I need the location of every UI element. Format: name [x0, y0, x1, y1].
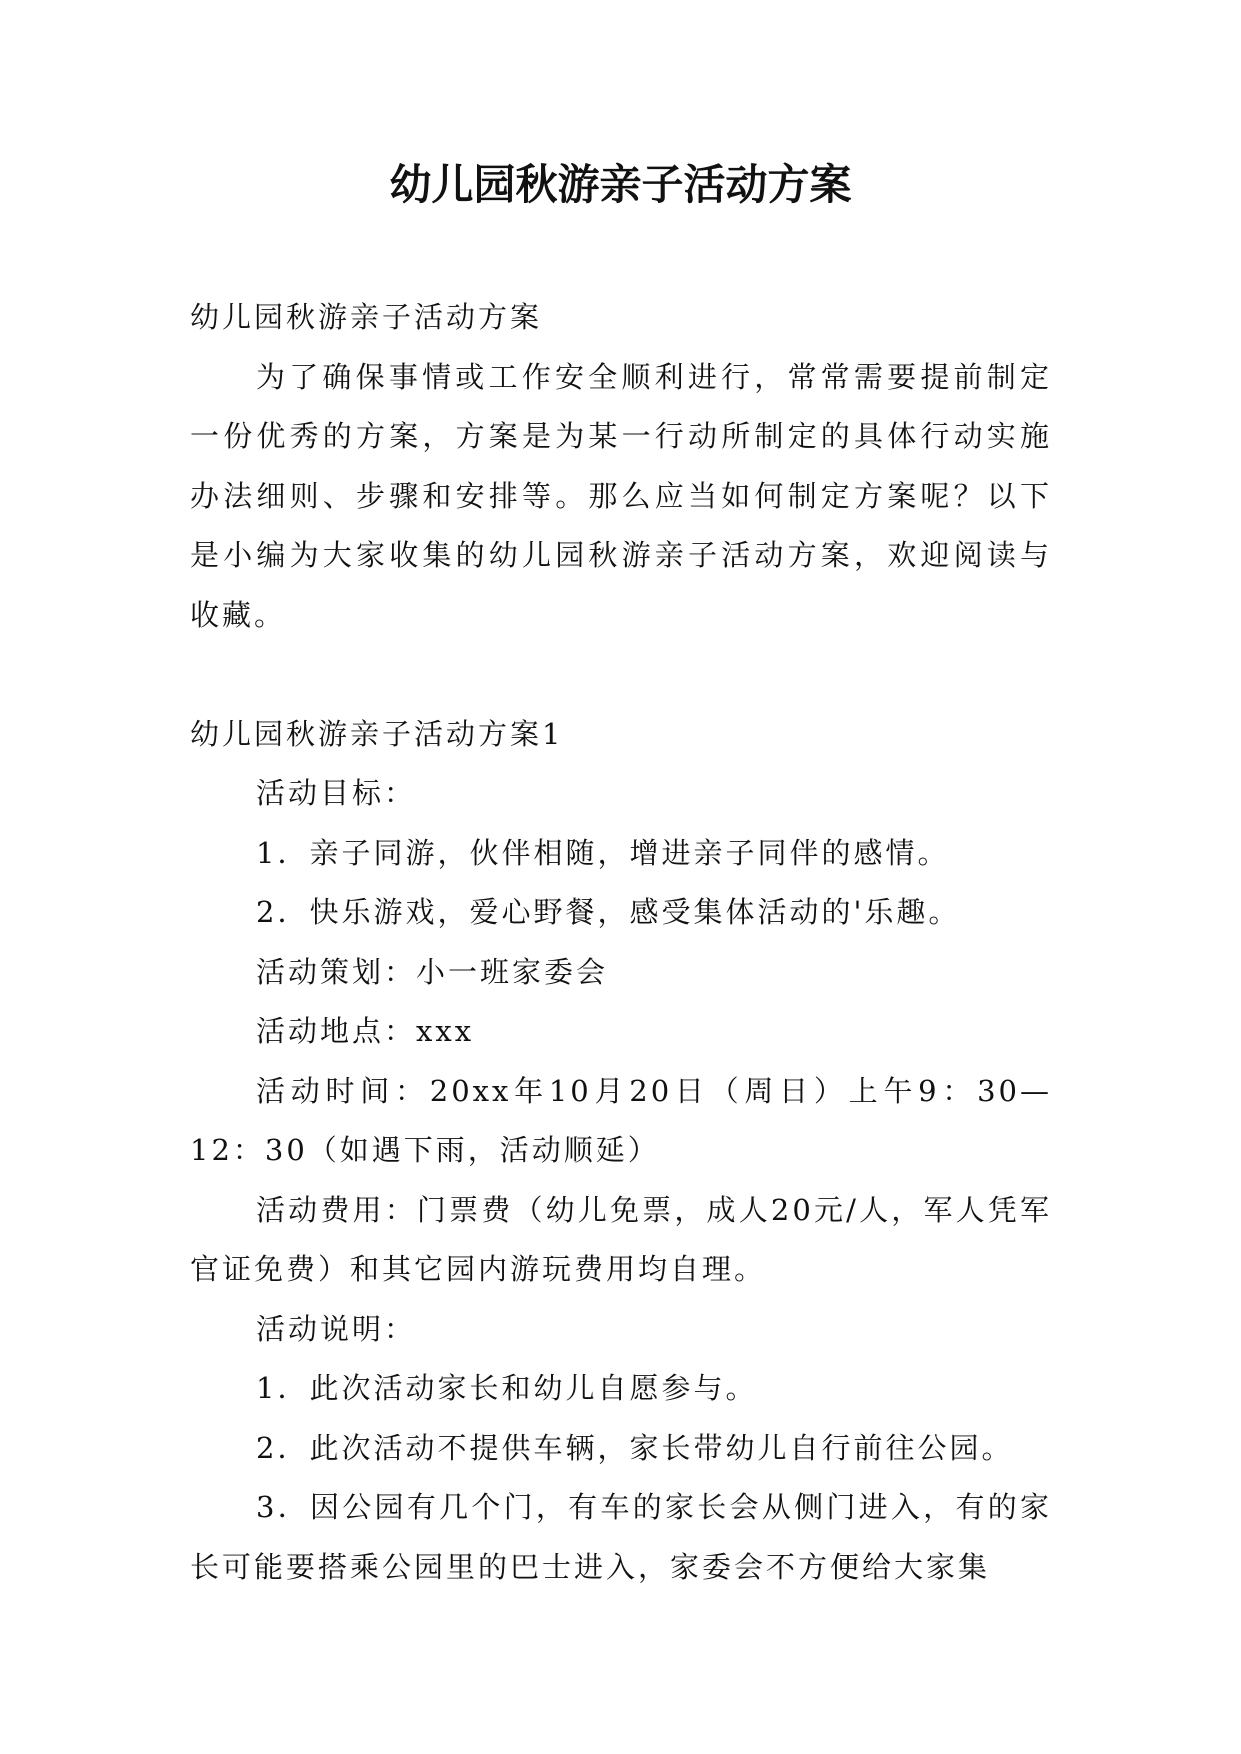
activity-goal-heading: 活动目标： — [256, 776, 417, 810]
paragraph-spacer — [190, 645, 1052, 705]
document-body — [190, 288, 1052, 1597]
activity-cost: 活动费用：门票费（幼儿免票，成人20元/人，军人凭军官证免费）和其它园内游玩费用均自理。 — [190, 1192, 1052, 1286]
notes-item-3: 3．因公园有几个门，有车的家长会从侧门进入，有的家长可能要搭乘公园里的巴士进入，家委会不方便给大家集 — [190, 1490, 1052, 1584]
document-subtitle: 幼儿园秋游亲子活动方案 — [190, 300, 543, 334]
goal-item-2: 2．快乐游戏，爱心野餐，感受集体活动的'乐趣。 — [256, 895, 961, 929]
intro-paragraph: 为了确保事情或工作安全顺利进行，常常需要提前制定一份优秀的方案，方案是为某一行动所制定的具体行动实施办法细则、步骤和安排等。那么应当如何制定方案呢？以下是小编为大家收集的幼儿园秋游亲子活动方案，欢迎阅读与收藏。 — [190, 359, 1052, 632]
activity-location: 活动地点：xxx — [256, 1014, 475, 1048]
activity-time: 活动时间：20xx年10月20日（周日）上午9：30—12：30（如遇下雨，活动顺延） — [190, 1073, 1052, 1167]
activity-planner: 活动策划：小一班家委会 — [256, 954, 609, 989]
activity-notes-heading: 活动说明： — [256, 1311, 417, 1346]
goal-item-1: 1．亲子同游，伙伴相随，增进亲子同伴的感情。 — [256, 835, 950, 870]
notes-item-2: 2．此次活动不提供车辆，家长带幼儿自行前往公园。 — [256, 1430, 1014, 1465]
document-title: 幼儿园秋游亲子活动方案 — [389, 160, 852, 209]
notes-item-1: 1．此次活动家长和幼儿自愿参与。 — [256, 1371, 758, 1405]
section-title: 幼儿园秋游亲子活动方案1 — [190, 716, 564, 751]
